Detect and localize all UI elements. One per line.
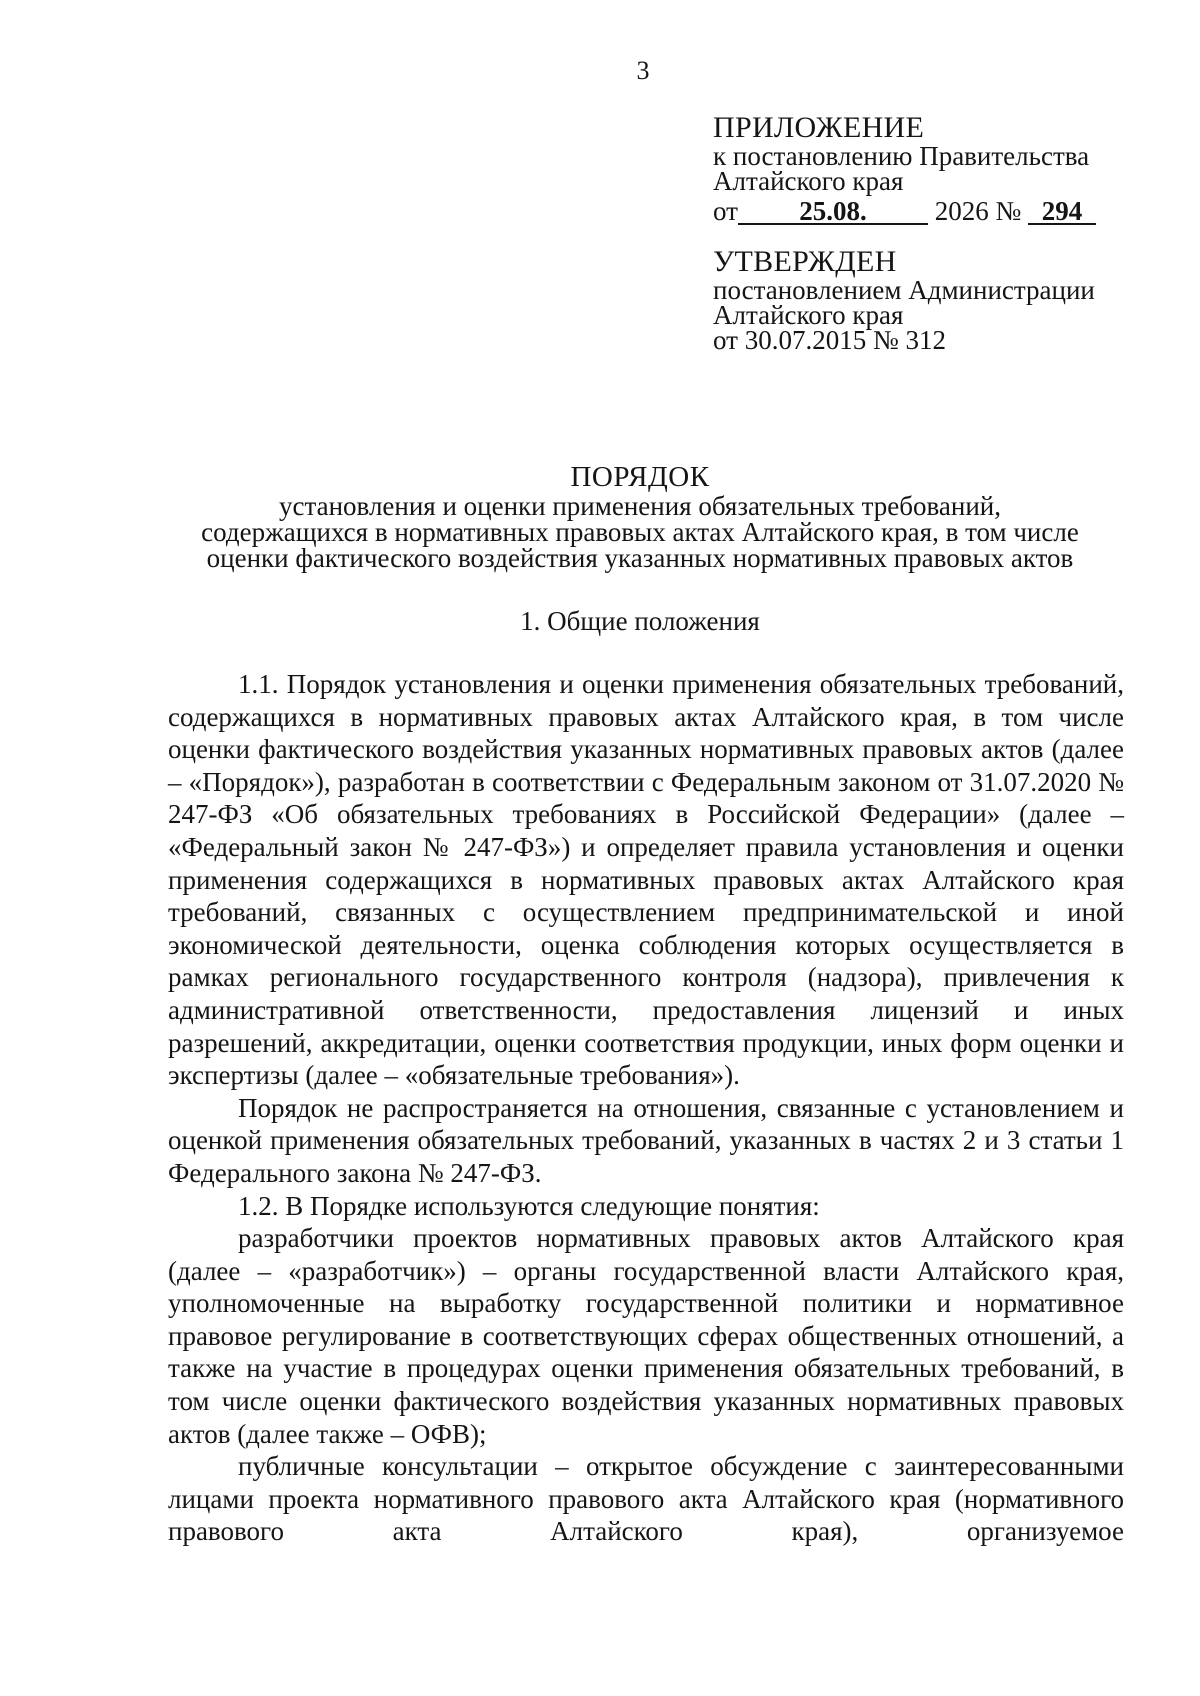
section-title: 1. Общие положения xyxy=(520,606,760,636)
title-line-2: содержащихся в нормативных правовых актах Алтайского края, в том числе xyxy=(201,517,1079,547)
appendix-date-line xyxy=(713,196,1173,226)
appendix-block xyxy=(713,112,1173,226)
approved-block xyxy=(713,246,1173,353)
approved-line-1: постановлением Администрации xyxy=(713,275,1095,305)
title-line-1: установления и оценки применения обязательных требований, xyxy=(279,491,1001,521)
title-main: ПОРЯДОК xyxy=(570,461,710,493)
appendix-line-1: к постановлению Правительства xyxy=(713,141,1090,171)
document-number: 294 xyxy=(1028,199,1096,225)
approved-line-3: от 30.07.2015 № 312 xyxy=(713,325,946,355)
paragraph-exclusion: Порядок не распространяется на отношения, связанные с установлением и оценкой применения обязательных требований, указанных в частях 2 и 3 статьи 1 Федерального закона № 247-ФЗ. xyxy=(168,1092,1124,1188)
paragraph-1-2: 1.2. В Порядке используются следующие понятия: xyxy=(238,1190,820,1221)
paragraph-public-consultations: публичные консультации – открытое обсуждение с заинтересованными лицами проекта нормативного правового акта Алтайского края (нормативного правового акта Алтайского края), организуемое xyxy=(168,1451,1124,1547)
appendix-heading: ПРИЛОЖЕНИЕ xyxy=(713,111,925,144)
document-title xyxy=(150,462,1130,571)
appendix-line-2: Алтайского края xyxy=(713,166,904,196)
paragraph-developers-definition: разработчики проектов нормативных правовых актов Алтайского края (далее – «разработчик») – органы государственной власти Алтайского края, уполномоченные на выработку государственной политики и нормативное правовое регулирование в соответствующих сферах общественных отношений, а также на участие в процедурах оценки применения обязательных требований, в том числе оценки фактического воздействия указанных нормативных правовых актов (далее также – ОФВ); xyxy=(168,1223,1124,1449)
date-prefix: от xyxy=(713,196,738,226)
approved-heading: УТВЕРЖДЕН xyxy=(713,245,897,278)
paragraph-1-1: 1.1. Порядок установления и оценки применения обязательных требований, содержащихся в нормативных правовых актах Алтайского края, в том числе оценки фактического воздействия указанных нормативных правовых актов (далее – «Порядок»), разработан в соответствии с Федеральным законом от 31.07.2020 № 247-ФЗ «Об обязательных требованиях в Российской Федерации» (далее – «Федеральный закон № 247-ФЗ») и определяет правила установления и оценки применения содержащихся в нормативных правовых актах Алтайского края требований, связанных с осуществлением предпринимательской и иной экономической деятельности, оценка соблюдения которых осуществляется в рамках регионального государственного контроля (надзора), привлечения к административной ответственности, предоставления лицензий и иных разрешений, аккредитации, оценки соответствия продукции, иных форм оценки и экспертизы (далее – «обязательные требования»). xyxy=(168,669,1124,1091)
date-value: 25.08. xyxy=(738,199,928,225)
approved-line-2: Алтайского края xyxy=(713,300,904,330)
body-text xyxy=(168,668,1124,1548)
page-number: 3 xyxy=(636,56,650,85)
year-label: 2026 № xyxy=(934,196,1022,226)
title-line-3: оценки фактического воздействия указанных нормативных правовых актов xyxy=(206,543,1074,573)
